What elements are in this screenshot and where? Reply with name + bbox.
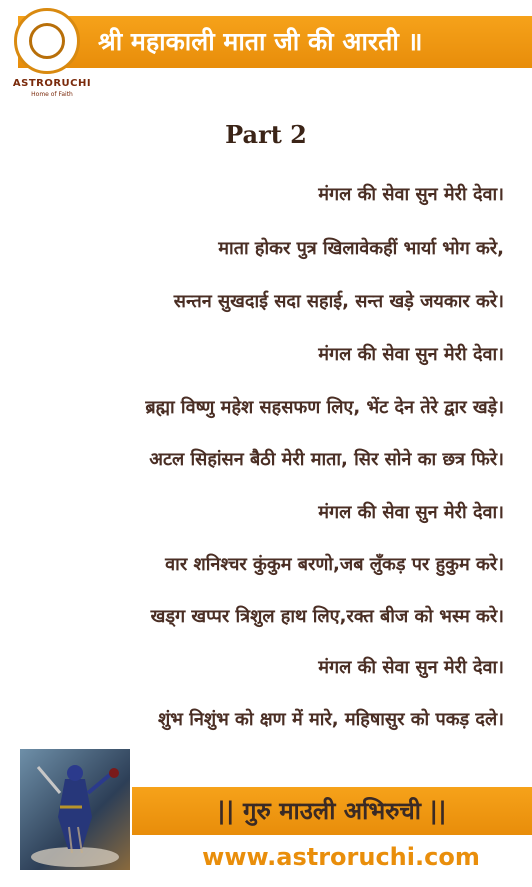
verse-line: शुंभ निशुंभ को क्षण में मारे, महिषासुर को पकड़ दले। <box>158 709 504 730</box>
mahakali-image <box>20 749 130 870</box>
logo-emblem <box>14 8 80 74</box>
verse-line: खड्ग खप्पर त्रिशुल हाथ लिए,रक्त बीज को भस्म करे। <box>150 606 504 627</box>
verse-line: अटल सिहांसन बैठी मेरी माता, सिर सोने का छत्र फिरे। <box>149 449 504 470</box>
verse-line: मंगल की सेवा सुन मेरी देवा। <box>318 344 504 365</box>
verse-line: मंगल की सेवा सुन मेरी देवा। <box>318 657 504 678</box>
logo-tagline: Home of Faith <box>31 91 73 98</box>
verse-line: माता होकर पुत्र खिलावेकहीं भार्या भोग करे, <box>218 238 504 259</box>
page-title: श्री महाकाली माता जी की आरती ॥ <box>98 27 423 56</box>
verse-line: वार शनिश्चर कुंकुम बरणो,जब लुँकड़ पर हुकुम करे। <box>165 554 504 575</box>
verse-line: मंगल की सेवा सुन मेरी देवा। <box>318 184 504 205</box>
verse-line: सन्तन सुखदाई सदा सहाई, सन्त खड़े जयकार करे। <box>173 291 504 312</box>
website-url: www.astroruchi.com <box>202 843 480 871</box>
logo-name: ASTRORUCHI <box>12 78 92 89</box>
part-heading: Part 2 <box>225 120 307 149</box>
verse-line: मंगल की सेवा सुन मेरी देवा। <box>318 502 504 523</box>
logo-ring-icon <box>29 23 65 59</box>
astroruchi-logo <box>6 8 98 98</box>
footer-banner-text: || गुरु माउली अभिरुची || <box>217 797 447 825</box>
verse-line: ब्रह्मा विष्णु महेश सहसफण लिए, भेंट देन तेरे द्वार खड़े। <box>145 397 504 418</box>
